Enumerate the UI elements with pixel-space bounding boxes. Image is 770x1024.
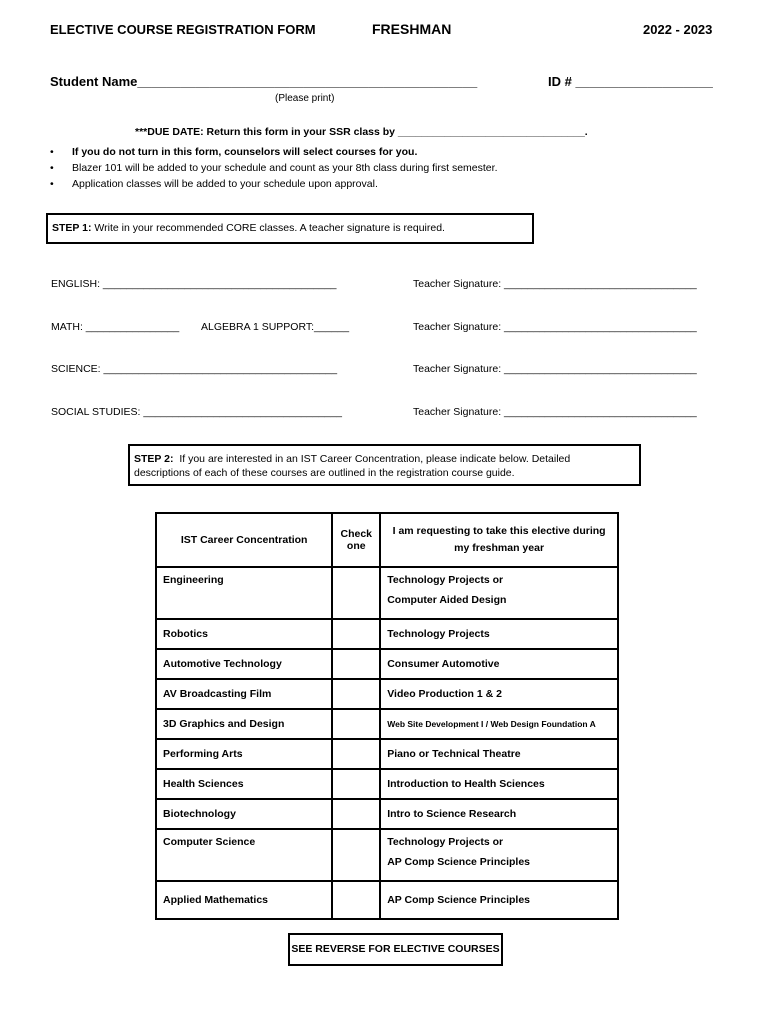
- check-cell[interactable]: [332, 649, 380, 679]
- form-title: ELECTIVE COURSE REGISTRATION FORM: [50, 22, 316, 37]
- step2-text-line2: descriptions of each of these courses are outlined in the registration course guide.: [134, 467, 515, 479]
- student-name-field[interactable]: Student Name_______________________________________________: [50, 74, 478, 89]
- header-concentration: IST Career Concentration: [156, 513, 332, 567]
- elective-cell: Piano or Technical Theatre: [380, 739, 618, 769]
- table-row: [156, 567, 618, 619]
- check-cell[interactable]: [332, 739, 380, 769]
- elective-cell: Technology Projects: [380, 619, 618, 649]
- check-cell[interactable]: [332, 709, 380, 739]
- ist-career-table: [155, 512, 619, 920]
- see-reverse-note: SEE REVERSE FOR ELECTIVE COURSES: [288, 933, 503, 966]
- bullet-icon: •: [50, 146, 54, 158]
- elective-cell: Introduction to Health Sciences: [380, 769, 618, 799]
- check-cell[interactable]: [332, 881, 380, 919]
- social-studies-field[interactable]: SOCIAL STUDIES: __________________________________: [51, 406, 342, 418]
- concentration-cell: Biotechnology: [156, 799, 332, 829]
- concentration-cell: 3D Graphics and Design: [156, 709, 332, 739]
- due-date: ***DUE DATE: Return this form in your SSR class by ________________________________.: [135, 126, 588, 138]
- bullet-item: Application classes will be added to your schedule upon approval.: [72, 178, 378, 190]
- math-field[interactable]: MATH: ________________: [51, 321, 180, 333]
- bullet-list: [50, 146, 498, 194]
- table-row: [156, 829, 618, 881]
- check-cell[interactable]: [332, 769, 380, 799]
- elective-cell: Intro to Science Research: [380, 799, 618, 829]
- concentration-cell: AV Broadcasting Film: [156, 679, 332, 709]
- bullet-icon: •: [50, 162, 54, 174]
- concentration-cell: Automotive Technology: [156, 649, 332, 679]
- bullet-item: Blazer 101 will be added to your schedule and count as your 8th class during first semester.: [72, 162, 498, 174]
- school-year: 2022 - 2023: [643, 22, 713, 37]
- header-check: Check one: [332, 513, 380, 567]
- student-id-field[interactable]: ID # ___________________: [548, 74, 713, 89]
- elective-cell: Web Site Development I / Web Design Foundation A: [380, 709, 618, 739]
- science-field[interactable]: SCIENCE: ________________________________________: [51, 363, 338, 375]
- step2-text: If you are interested in an IST Career Concentration, please indicate below. Detailed: [179, 453, 571, 465]
- algebra-support-field[interactable]: ALGEBRA 1 SUPPORT:______: [201, 321, 350, 333]
- header-elective: I am requesting to take this elective during my freshman year: [380, 513, 618, 567]
- print-note: (Please print): [275, 93, 335, 104]
- table-row: [156, 739, 618, 769]
- check-cell[interactable]: [332, 619, 380, 649]
- bullet-icon: •: [50, 178, 54, 190]
- concentration-cell: Robotics: [156, 619, 332, 649]
- concentration-cell: Health Sciences: [156, 769, 332, 799]
- elective-cell: Technology Projects or Computer Aided Design: [380, 567, 618, 619]
- table-row: [156, 619, 618, 649]
- table-header-row: [156, 513, 618, 567]
- elective-cell: AP Comp Science Principles: [380, 881, 618, 919]
- table-row: [156, 679, 618, 709]
- concentration-cell: Computer Science: [156, 829, 332, 881]
- science-signature-field[interactable]: Teacher Signature: _________________________________: [413, 363, 697, 375]
- check-cell[interactable]: [332, 799, 380, 829]
- math-signature-field[interactable]: Teacher Signature: _________________________________: [413, 321, 697, 333]
- english-field[interactable]: ENGLISH: ________________________________________: [51, 278, 337, 290]
- concentration-cell: Applied Mathematics: [156, 881, 332, 919]
- table-row: [156, 881, 618, 919]
- check-cell[interactable]: [332, 679, 380, 709]
- elective-cell: Technology Projects or AP Comp Science Principles: [380, 829, 618, 881]
- step1-box: [46, 213, 534, 244]
- elective-cell: Consumer Automotive: [380, 649, 618, 679]
- step2-label: STEP 2:: [134, 453, 174, 465]
- step2-box: [128, 444, 641, 486]
- table-row: [156, 649, 618, 679]
- concentration-cell: Engineering: [156, 567, 332, 619]
- grade-label: FRESHMAN: [372, 21, 452, 37]
- social-studies-signature-field[interactable]: Teacher Signature: _________________________________: [413, 406, 697, 418]
- elective-cell: Video Production 1 & 2: [380, 679, 618, 709]
- bullet-item: If you do not turn in this form, counselors will select courses for you.: [72, 146, 418, 158]
- table-row: [156, 709, 618, 739]
- english-signature-field[interactable]: Teacher Signature: _________________________________: [413, 278, 697, 290]
- table-row: [156, 769, 618, 799]
- concentration-cell: Performing Arts: [156, 739, 332, 769]
- step1-label: STEP 1:: [52, 222, 92, 234]
- step1-text: Write in your recommended CORE classes. A teacher signature is required.: [94, 222, 445, 234]
- check-cell[interactable]: [332, 829, 380, 881]
- table-row: [156, 799, 618, 829]
- check-cell[interactable]: [332, 567, 380, 619]
